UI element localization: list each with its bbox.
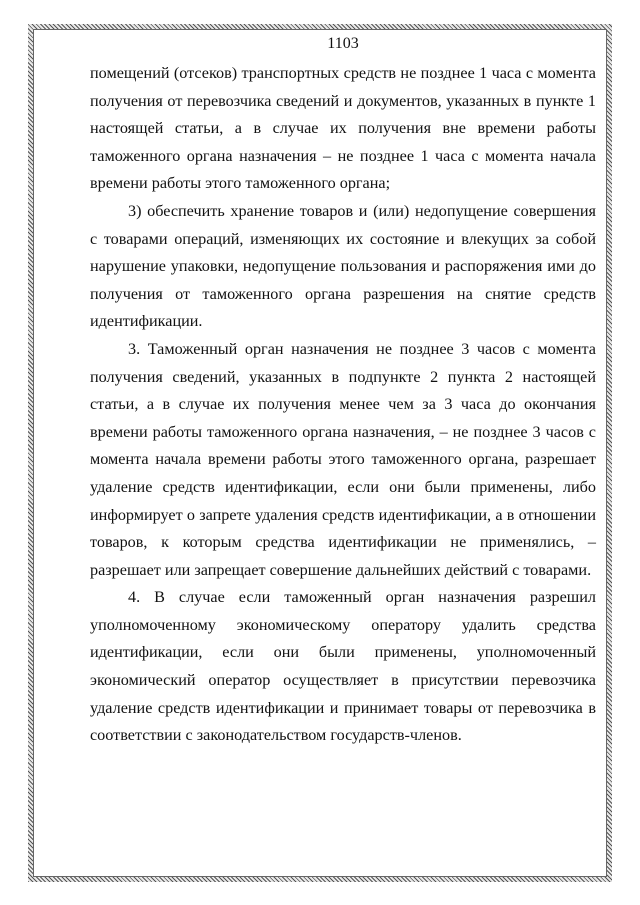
page-number: 1103 [327,35,359,52]
paragraph-item-3: 3) обеспечить хранение товаров и (или) недопущение совершения с товарами операций, изменяющих их состояние и влекущих за собой нарушение упаковки, недопущение пользования и распоряжения ими до получения от таможенного органа разрешения на снятие средств идентификации. [90,201,596,331]
paragraph-clause-3: 3. Таможенный орган назначения не позднее 3 часов с момента получения сведений, указанных в подпункте 2 пункта 2 настоящей статьи, а в случае их получения менее чем за 3 часа до окончания времени работы таможенного органа назначения, – не позднее 3 часов с момента начала времени работы этого таможенного органа, разрешает удаление средств идентификации, если они были применены, либо информирует о запрете удаления средств идентификации, а в отношении товаров, к которым средства идентификации не применялись, – разрешает или запрещает совершение дальнейших действий с товарами. [90,339,596,579]
page-content [90,34,596,750]
paragraph-continuation: помещений (отсеков) транспортных средств не позднее 1 часа с момента получения от перевозчика сведений и документов, указанных в пункте 1 настоящей статьи, а в случае их получения вне времени работы таможенного органа назначения – не позднее 1 часа с момента начала времени работы этого таможенного органа; [90,64,596,193]
paragraph-clause-4: 4. В случае если таможенный орган назначения разрешил уполномоченному экономическому оператору удалить средства идентификации, если они были применены, уполномоченный экономический оператор осуществляет в присутствии перевозчика удаление средств идентификации и принимает товары от перевозчика в соответствии с законодательством государств-членов. [90,588,596,745]
body-text [90,60,596,750]
